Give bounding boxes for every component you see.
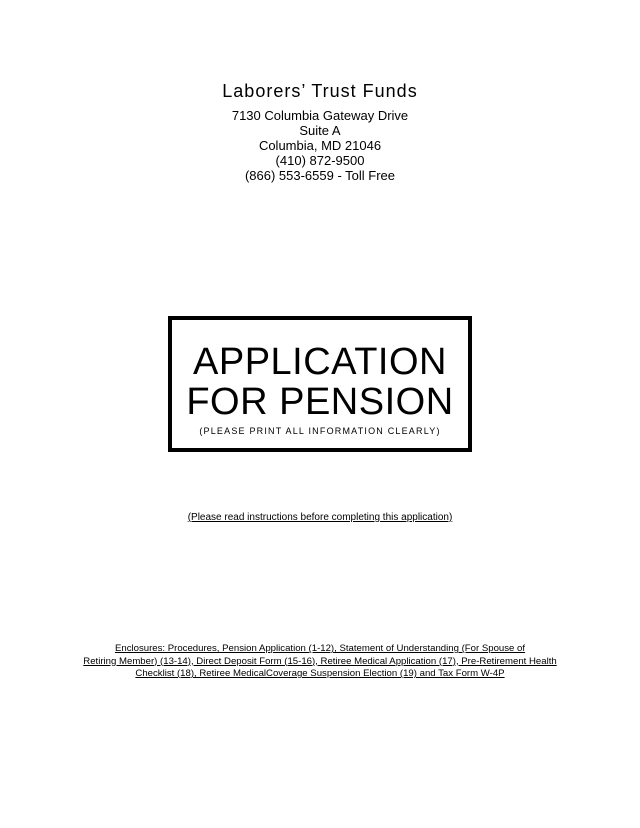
- address-street: 7130 Columbia Gateway Drive: [231, 108, 409, 123]
- enclosures-list: [70, 643, 570, 681]
- enclosures-line-3: Checklist (18), Retiree MedicalCoverage Suspension Election (19) and Tax Form W-4P: [135, 668, 505, 679]
- toll-free-number: (866) 553-6559 - Toll Free: [244, 168, 396, 183]
- address-city: Columbia, MD 21046: [258, 138, 382, 153]
- enclosures-line-1: Enclosures: Procedures, Pension Application (1-12), Statement of Understanding (For Spouse of: [114, 643, 526, 654]
- title-subtitle: (PLEASE PRINT ALL INFORMATION CLEARLY): [199, 426, 441, 436]
- phone-number: (410) 872-9500: [275, 153, 365, 168]
- enclosures-line-2: Retiring Member) (13-14), Direct Deposit Form (15-16), Retiree Medical Application (17), Pre-Retirement Health: [83, 655, 557, 667]
- organization-name: Laborers’ Trust Funds: [222, 81, 418, 101]
- title-line-1: APPLICATION: [193, 341, 447, 383]
- title-line-2: FOR PENSION: [186, 381, 454, 423]
- letterhead: [0, 80, 640, 183]
- instructions-note: (Please read instructions before completing this application): [187, 512, 453, 523]
- form-title-box: [168, 316, 472, 452]
- address-suite: Suite A: [299, 123, 341, 138]
